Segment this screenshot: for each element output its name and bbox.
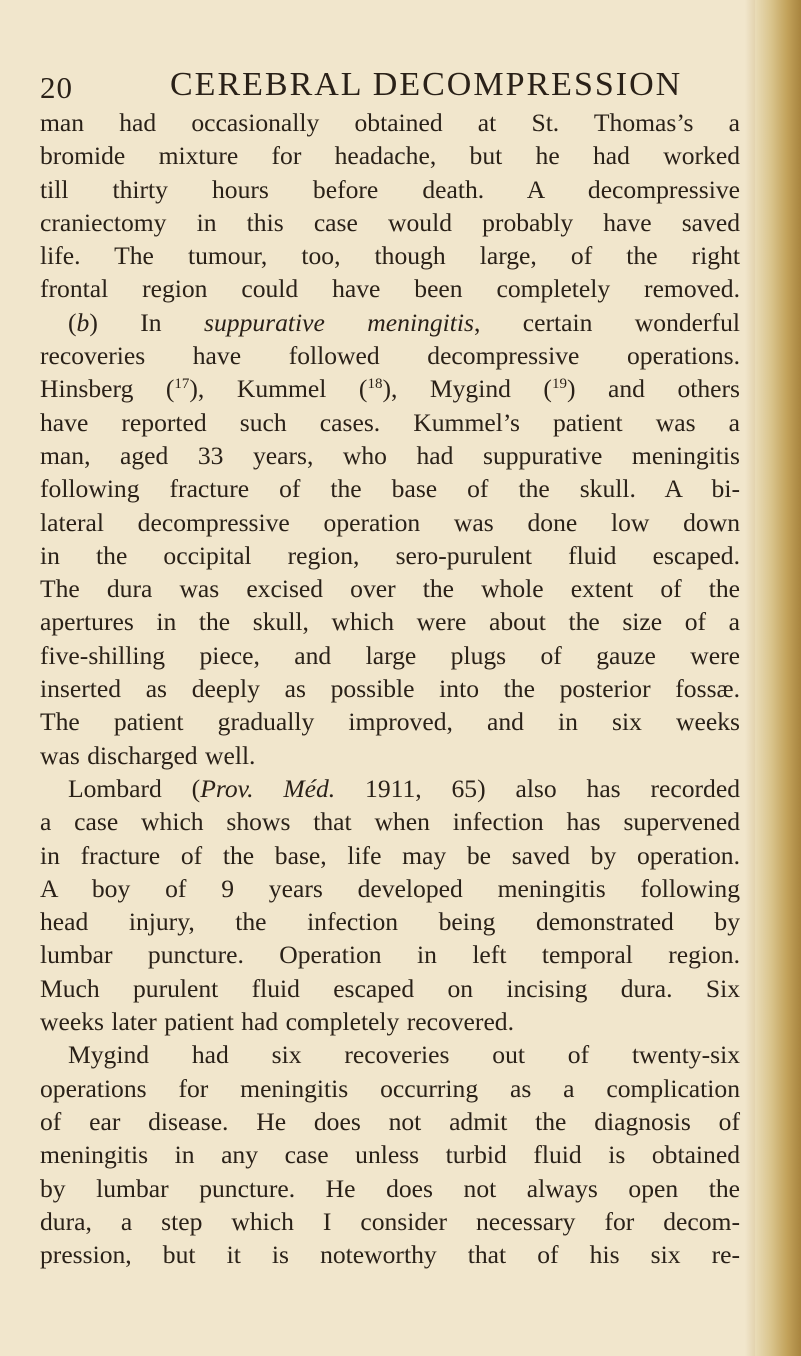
text-line: man, aged 33 years, who had suppurative meningitis <box>40 440 740 470</box>
text-fragment: ) and others <box>566 374 740 404</box>
page-edge <box>755 0 801 1356</box>
text-line: lateral decompressive operation was done low down <box>40 507 740 537</box>
text-line: of ear disease. He does not admit the diagnosis of <box>40 1106 740 1136</box>
page-edge-shadow <box>745 0 755 1356</box>
text-line: apertures in the skull, which were about the size of a <box>40 607 740 637</box>
body-text <box>40 106 740 1271</box>
text-line: meningitis in any case unless turbid fluid is obtained <box>40 1140 740 1170</box>
text-line: pression, but it is noteworthy that of his six re- <box>40 1240 740 1270</box>
text-line <box>40 372 740 405</box>
text-fragment: Lombard ( <box>68 773 201 803</box>
text-line: Mygind had six recoveries out of twenty-six <box>68 1040 740 1070</box>
text-line: frontal region could have been completely removed. <box>40 274 740 304</box>
text-line: have reported such cases. Kummel’s patient was a <box>40 407 740 437</box>
text-line: inserted as deeply as possible into the posterior fossæ. <box>40 674 740 704</box>
text-line: five-shilling piece, and large plugs of gauze were <box>40 640 740 670</box>
text-line: by lumbar puncture. He does not always open the <box>40 1173 740 1203</box>
text-fragment: ( <box>68 307 77 337</box>
text-fragment: , certain wonderful <box>473 307 740 337</box>
text-line: recoveries have followed decompressive operations. <box>40 341 740 371</box>
text-line: Much purulent fluid escaped on incising dura. Six <box>40 973 740 1003</box>
text-fragment: ) In <box>89 307 205 337</box>
text-line: The dura was excised over the whole extent of the <box>40 574 740 604</box>
text-fragment: ), Kummel ( <box>189 374 368 404</box>
text-line: man had occasionally obtained at St. Thomas’s a <box>40 108 740 137</box>
text-fragment: ), Mygind ( <box>382 374 552 404</box>
text-line: dura, a step which I consider necessary for decom- <box>40 1206 740 1236</box>
text-line: bromide mixture for headache, but he had worked <box>40 141 740 171</box>
text-fragment: Hinsberg ( <box>40 374 175 404</box>
text-line <box>40 772 740 805</box>
italic-text: b <box>76 307 90 337</box>
text-fragment: 1911, 65) also has recorded <box>335 773 740 803</box>
page-number: 20 <box>40 70 73 105</box>
reference-number: 18 <box>367 376 383 393</box>
text-line: a case which shows that when infection has supervened <box>40 807 740 837</box>
italic-text: Prov. Méd. <box>200 773 336 803</box>
reference-number: 17 <box>174 376 190 393</box>
text-line <box>40 306 740 339</box>
text-line: in fracture of the base, life may be saved by operation. <box>40 840 740 870</box>
reference-number: 19 <box>551 376 567 393</box>
text-line: was discharged well. <box>40 740 256 770</box>
text-line: life. The tumour, too, though large, of the right <box>40 241 740 271</box>
running-head: CEREBRAL DECOMPRESSION <box>170 66 683 103</box>
text-line: operations for meningitis occurring as a complication <box>40 1073 740 1103</box>
text-line: head injury, the infection being demonstrated by <box>40 907 740 937</box>
text-line: craniectomy in this case would probably have saved <box>40 207 740 237</box>
text-line: A boy of 9 years developed meningitis following <box>40 873 740 903</box>
text-line: following fracture of the base of the skull. A bi- <box>40 474 740 504</box>
text-line: lumbar puncture. Operation in left temporal region. <box>40 940 740 970</box>
text-line: till thirty hours before death. A decompressive <box>40 174 740 204</box>
text-line: in the occipital region, sero-purulent fluid escaped. <box>40 540 740 570</box>
text-line: weeks later patient had completely recovered. <box>40 1007 514 1037</box>
italic-text: suppurative meningitis <box>204 307 474 337</box>
text-line: The patient gradually improved, and in six weeks <box>40 707 740 737</box>
